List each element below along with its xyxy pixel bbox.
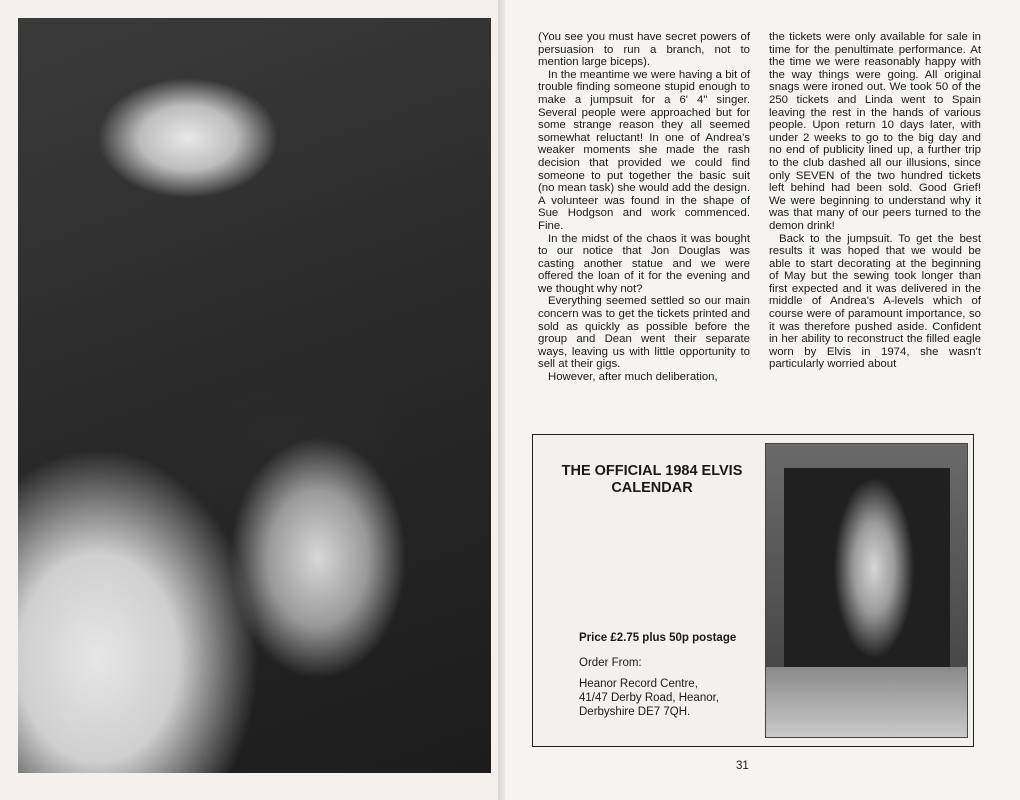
advert-price: Price £2.75 plus 50p postage <box>579 632 737 644</box>
paragraph: Everything seemed settled so our main concern was to get the tickets printed and sold as quickly as possible before the group and Dean went their separate ways, leaving us with little opportunity to sell at their gigs. <box>538 295 750 371</box>
paragraph: In the meantime we were having a bit of trouble finding someone stupid enough to make a jumpsuit for a 6' 4" singer. Several people were approached but for some strange reason they all seemed somewhat reluctant! In one of Andrea's weaker moments she made the rash decision that provided we could find someone to put together the basic suit (no mean task) she would add the design. A volunteer was found in the shape of Sue Hodgson and work commenced. Fine. <box>538 68 750 232</box>
page-number: 31 <box>736 760 749 772</box>
advert-title: THE OFFICIAL 1984 ELVIS CALENDAR <box>561 463 743 496</box>
paragraph: the tickets were only available for sale in time for the penultimate performance. At the time we were reasonably happy with the way things were going. All original snags were ironed out. We took 50 of the 250 tickets and Linda went to Spain leaving the rest in the hands of various people. Upon return 10 days later, with under 2 weeks to go to the big day and no end of publicity lined up, a further trip to the club dashed all our illusions, since only SEVEN of the two hundred tickets left behind had been sold. Good Grief! We were beginning to understand why it was that many of our peers turned to the demon drink! <box>769 31 981 232</box>
article-column-2 <box>769 31 981 429</box>
left-page <box>0 0 505 800</box>
advert-order-label: Order From: <box>579 657 642 669</box>
paragraph: However, after much deliberation, <box>548 371 718 384</box>
paragraph: Back to the jumpsuit. To get the best results it was hoped that we would be able to start decorating at the beginning of May but the sewing took longer than first expected and it was delivered in the middle of Andrea's A-levels which of course were of paramount importance, so it was therefore pushed aside. Confident in her ability to reconstruct the filled eagle worn by Elvis in 1974, she wasn't particularly worried about <box>769 232 981 371</box>
calendar-advert <box>532 434 974 747</box>
advert-address <box>579 677 719 719</box>
article-column-1 <box>538 31 750 429</box>
address-line: Heanor Record Centre, <box>579 678 698 690</box>
address-line: 41/47 Derby Road, Heanor, <box>579 692 720 704</box>
paragraph: In the midst of the chaos it was bought to our notice that Jon Douglas was casting another statue and we were offered the loan of it for the evening and we thought why not? <box>538 232 750 295</box>
elvis-photo <box>18 18 491 773</box>
article-text <box>538 31 981 429</box>
address-line: Derbyshire DE7 7QH. <box>579 706 691 718</box>
paragraph: (You see you must have secret powers of persuasion to run a branch, not to mention large biceps). <box>538 31 750 69</box>
calendar-photo <box>765 443 968 738</box>
calendar-stand <box>766 667 967 737</box>
calendar-elvis-image <box>784 468 950 668</box>
